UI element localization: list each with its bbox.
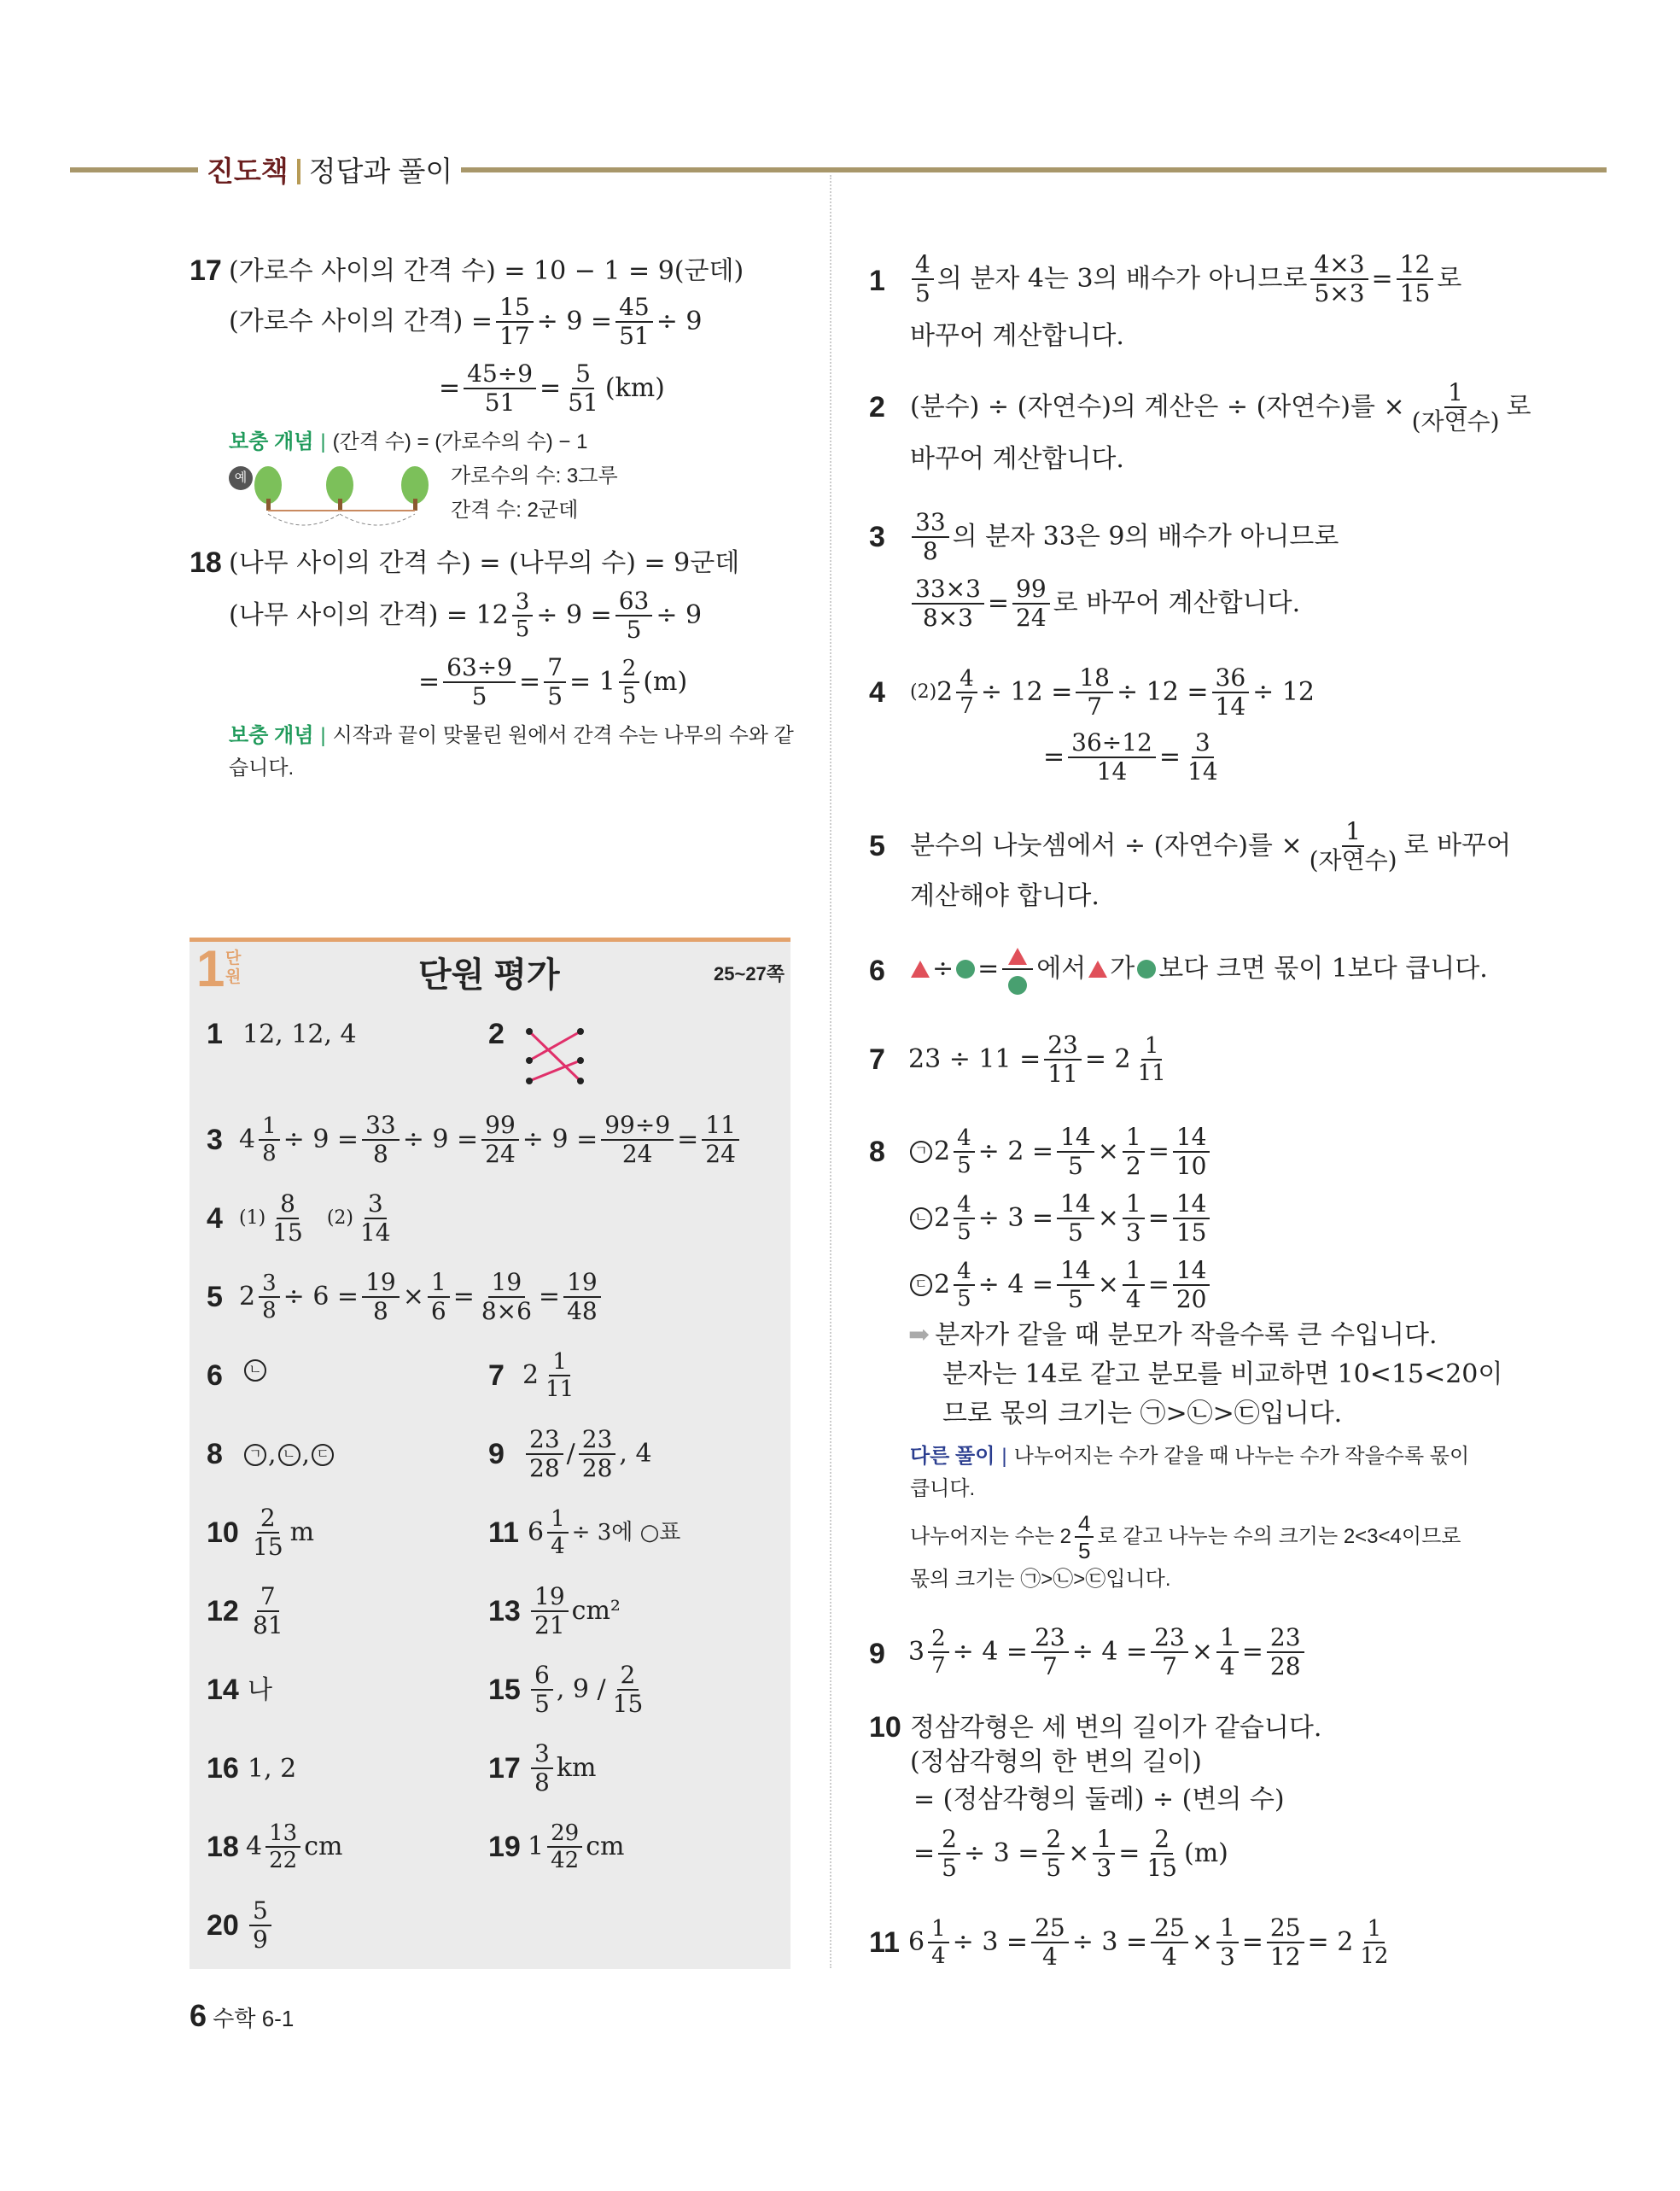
unit-a10-number: 10 bbox=[207, 1516, 239, 1549]
unit-a7: 2 $\frac{1}{11}$ bbox=[522, 1349, 575, 1402]
unit-a19: 1 $\frac{29}{42}$ cm bbox=[528, 1820, 625, 1873]
q18-line1: (나무 사이의 간격 수) = (나무의 수) = 9군데 bbox=[229, 548, 740, 578]
circle-icon bbox=[956, 960, 975, 979]
q18-number: 18 bbox=[190, 546, 222, 579]
unit-a8: ㄱ , ㄴ , ㄷ bbox=[242, 1438, 335, 1472]
r6-number: 6 bbox=[869, 955, 885, 987]
r10-line4: = $\frac{2}{5}$ ÷ 3 = $\frac{2}{5}$ × $\frac{1}{3}$ = $\frac{2}{15}$ (m) bbox=[913, 1825, 1228, 1882]
unit-a7-number: 7 bbox=[488, 1359, 505, 1392]
r10-number: 10 bbox=[869, 1711, 901, 1744]
r5-number: 5 bbox=[869, 830, 885, 862]
unit-a14-number: 14 bbox=[207, 1674, 239, 1706]
r1-number: 1 bbox=[869, 265, 885, 297]
r3-line2: $\frac{33\times 3}{8\times 3}$ = $\frac{99}{24}$ 로 바꾸어 계산합니다. bbox=[908, 574, 1300, 634]
r2-number: 2 bbox=[869, 391, 885, 424]
unit-tag: 단원 bbox=[225, 949, 242, 986]
q17-example-2: 간격 수: 2군데 bbox=[451, 499, 579, 522]
unit-a11-number: 11 bbox=[488, 1516, 519, 1549]
frac-5-51: $\frac{5}{51}$ bbox=[568, 359, 598, 417]
tree-diagram bbox=[253, 461, 440, 538]
r8-conclusion-3: 므로 몫의 크기는 ㉠>㉡>㉢입니다. bbox=[942, 1399, 1343, 1429]
arrow-right-icon: ➡ bbox=[908, 1320, 930, 1350]
header-brand: 진도책 bbox=[207, 155, 289, 187]
r8-alt-1: 다른 풀이 | 나누어지는 수가 같을 때 나누는 수가 작을수록 몫이 bbox=[910, 1445, 1470, 1468]
q17-line2: (가로수 사이의 간격) = $\frac{15}{17}$ ÷ 9 = $\frac{45}{51}$ ÷ 9 bbox=[229, 293, 703, 350]
unit-a6-number: 6 bbox=[207, 1359, 223, 1392]
unit-a12: $\frac{7}{81}$ bbox=[253, 1582, 283, 1639]
unit-a20-number: 20 bbox=[207, 1909, 239, 1942]
unit-a2-number: 2 bbox=[488, 1018, 505, 1050]
unit-a8-number: 8 bbox=[207, 1438, 223, 1470]
tree-icon bbox=[401, 466, 429, 511]
unit-a17: $\frac{3}{8}$ km bbox=[528, 1738, 596, 1798]
header-divider bbox=[297, 159, 300, 184]
r9-line1: 3 $\frac{2}{7}$ ÷ 4 = $\frac{23}{7}$ ÷ 4 = $\frac{23}{7}$ × $\frac{1}{4}$ = $\frac{23}{28}$ bbox=[908, 1622, 1308, 1682]
q18-line3: = $\frac{63\div 9}{5}$ = $\frac{7}{5}$ = 1 $\frac{2}{5}$ (m) bbox=[418, 653, 688, 710]
triangle-icon bbox=[911, 961, 930, 978]
q17-note: 보충 개념 | (간격 수) = (가로수의 수) − 1 bbox=[229, 425, 587, 459]
r10-line2: (정삼각형의 한 변의 길이) bbox=[910, 1747, 1202, 1777]
unit-a10: $\frac{2}{15}$ m bbox=[253, 1504, 315, 1561]
q18-note-2: 습니다. bbox=[229, 757, 295, 780]
unit-title: 단원 평가 bbox=[418, 956, 560, 994]
r5-line1: 분수의 나눗셈에서 ÷ (자연수)를 × $\frac{1}{\text{(자연수)}}$ 로 바꾸어 bbox=[910, 817, 1512, 874]
header-subtitle: 정답과 풀이 bbox=[308, 155, 453, 187]
r7-number: 7 bbox=[869, 1043, 885, 1076]
tree-icon bbox=[326, 466, 353, 511]
unit-a16-number: 16 bbox=[207, 1752, 239, 1785]
r8-alt-2: 큽니다. bbox=[910, 1477, 976, 1500]
r1-line1: $\frac{4}{5}$ 의 분자 4는 3의 배수가 아니므로 $\frac{4\times 3}{5\times 3}$ = $\frac{12}{15}$ 로 bbox=[908, 249, 1461, 309]
r3-line1: $\frac{33}{8}$ 의 분자 33은 9의 배수가 아니므로 bbox=[908, 507, 1339, 567]
note-label: 보충 개념 bbox=[229, 430, 314, 453]
frac-45-51: $\frac{45}{51}$ bbox=[615, 294, 653, 350]
unit-a5-number: 5 bbox=[207, 1281, 223, 1313]
r11-number: 11 bbox=[869, 1926, 900, 1959]
unit-a3: 4 $\frac{1}{8}$ ÷ 9 = $\frac{33}{8}$ ÷ 9 = $\frac{99}{24}$ ÷ 9 = $\frac{99\div 9}{24}$ = $\frac{11}{24}$ bbox=[239, 1110, 743, 1170]
r2-line2: 바꾸어 계산합니다. bbox=[910, 444, 1124, 474]
r10-line1: 정삼각형은 세 변의 길이가 같습니다. bbox=[910, 1713, 1322, 1743]
unit-a20: $\frac{5}{9}$ bbox=[246, 1896, 275, 1955]
q18-note: 보충 개념 | 시작과 끝이 맞물린 원에서 간격 수는 나무의 수와 같 bbox=[229, 719, 794, 753]
unit-pages: 25~27쪽 bbox=[714, 963, 785, 984]
frac-2-5: $\frac{2}{5}$ bbox=[619, 656, 640, 709]
r10-line3: = (정삼각형의 둘레) ÷ (변의 수) bbox=[913, 1785, 1285, 1814]
r7-line1: 23 ÷ 11 = $\frac{23}{11}$ = 2 $\frac{1}{11}$ bbox=[908, 1031, 1166, 1088]
r1-line2: 바꾸어 계산합니다. bbox=[910, 321, 1124, 351]
r9-number: 9 bbox=[869, 1638, 885, 1670]
unit-a14: 나 bbox=[248, 1675, 272, 1705]
r5-line2: 계산해야 합니다. bbox=[910, 881, 1100, 911]
header bbox=[198, 152, 461, 191]
r8-number: 8 bbox=[869, 1136, 885, 1168]
r8-alt-3: 나누어지는 수는 2 $\frac{4}{5}$ 로 같고 나누는 수의 크기는 2<3<4이므로 bbox=[910, 1510, 1461, 1563]
r2-line1: (분수) ÷ (자연수)의 계산은 ÷ (자연수)를 × $\frac{1}{\text{(자연수)}}$ 로 bbox=[910, 378, 1531, 435]
unit-a4: (1) $\frac{8}{15}$ (2) $\frac{3}{14}$ bbox=[239, 1189, 391, 1247]
r4-line1: (2) 2 $\frac{4}{7}$ ÷ 12 = $\frac{18}{7}$ ÷ 12 = $\frac{36}{14}$ ÷ 12 bbox=[910, 663, 1315, 721]
unit-a17-number: 17 bbox=[488, 1752, 521, 1785]
matching-diagram bbox=[521, 1021, 589, 1090]
unit-a4-number: 4 bbox=[207, 1202, 223, 1235]
unit-a15-number: 15 bbox=[488, 1674, 521, 1706]
unit-a11: 6 $\frac{1}{4}$ ÷ 3에 ○표 bbox=[528, 1506, 681, 1559]
book-title: 수학 6-1 bbox=[213, 2006, 295, 2031]
frac-3-5: $\frac{3}{5}$ bbox=[512, 589, 534, 642]
unit-a18-number: 18 bbox=[207, 1831, 239, 1863]
frac-45d9-51: $\frac{45\div 9}{51}$ bbox=[464, 360, 536, 417]
q17-example-1: 가로수의 수: 3그루 bbox=[451, 464, 618, 488]
unit-number: 1 bbox=[196, 940, 225, 997]
tree-icon bbox=[254, 466, 282, 511]
r4-number: 4 bbox=[869, 676, 885, 709]
unit-a1-number: 1 bbox=[207, 1018, 223, 1050]
q17-number: 17 bbox=[190, 254, 222, 287]
frac-63d9-5: $\frac{63\div 9}{5}$ bbox=[443, 654, 516, 710]
unit-a15: $\frac{6}{5}$ , 9 / $\frac{2}{15}$ bbox=[528, 1660, 650, 1720]
r4-line2: = $\frac{36\div 12}{14}$ = $\frac{3}{14}$ bbox=[1043, 728, 1218, 786]
column-separator bbox=[830, 175, 831, 1968]
r8-row-2: ㄴ 2 $\frac{4}{5}$ ÷ 3 = $\frac{14}{5}$ × $\frac{1}{3}$ = $\frac{14}{15}$ bbox=[908, 1189, 1213, 1248]
unit-a3-number: 3 bbox=[207, 1124, 223, 1156]
unit-a6: ㄴ bbox=[242, 1359, 268, 1382]
unit-a9-number: 9 bbox=[488, 1438, 505, 1470]
q17-line3: = $\frac{45\div 9}{51}$ = $\frac{5}{51}$ (km) bbox=[439, 359, 665, 417]
frac-7-5: $\frac{7}{5}$ bbox=[544, 654, 566, 710]
r8-alt-4: 몫의 크기는 ㉠>㉡>㉢입니다. bbox=[910, 1568, 1171, 1591]
unit-a16: 1, 2 bbox=[248, 1754, 297, 1784]
r8-row-3: ㄷ 2 $\frac{4}{5}$ ÷ 4 = $\frac{14}{5}$ × $\frac{1}{4}$ = $\frac{14}{20}$ bbox=[908, 1255, 1213, 1315]
q18-line2: (나무 사이의 간격) = 12 $\frac{3}{5}$ ÷ 9 = $\frac{63}{5}$ ÷ 9 bbox=[229, 587, 703, 644]
unit-a19-number: 19 bbox=[488, 1831, 521, 1863]
unit-a13: $\frac{19}{21}$ cm² bbox=[528, 1581, 621, 1641]
unit-a1: 12, 12, 4 bbox=[242, 1020, 357, 1049]
frac-63-5: $\frac{63}{5}$ bbox=[615, 587, 653, 644]
header-line-right bbox=[444, 167, 1607, 172]
triangle-icon bbox=[1088, 961, 1107, 978]
frac-15-17: $\frac{15}{17}$ bbox=[496, 294, 534, 350]
r11-line1: 6 $\frac{1}{4}$ ÷ 3 = $\frac{25}{4}$ ÷ 3 = $\frac{25}{4}$ × $\frac{1}{3}$ = $\frac{25}{12}$ = 2 $\frac{1}{12}$ bbox=[908, 1913, 1389, 1971]
r6-line1: ÷ = 에서 가 보다 크면 몫이 1보다 큽니다. bbox=[908, 939, 1488, 999]
triangle-over-circle bbox=[1002, 941, 1033, 997]
r8-row-1: ㄱ 2 $\frac{4}{5}$ ÷ 2 = $\frac{14}{5}$ × $\frac{1}{2}$ = $\frac{14}{10}$ bbox=[908, 1122, 1213, 1182]
q17-line1: (가로수 사이의 간격 수) = 10 − 1 = 9(군데) bbox=[229, 256, 744, 286]
unit-a12-number: 12 bbox=[207, 1595, 239, 1627]
r8-conclusion-1: ➡ 분자가 같을 때 분모가 작을수록 큰 수입니다. bbox=[908, 1318, 1438, 1353]
note-label: 보충 개념 bbox=[229, 724, 314, 747]
page-footer bbox=[190, 1998, 294, 2034]
unit-a18: 4 $\frac{13}{22}$ cm bbox=[246, 1820, 343, 1873]
circle-icon bbox=[1008, 976, 1027, 995]
unit-a9: $\frac{23}{28}$ / $\frac{23}{28}$ , 4 bbox=[522, 1424, 652, 1484]
circle-icon bbox=[1137, 960, 1156, 979]
r3-number: 3 bbox=[869, 521, 885, 553]
unit-a13-number: 13 bbox=[488, 1595, 521, 1627]
q17-example-badge: 예 bbox=[229, 466, 253, 490]
r8-conclusion-2: 분자는 14로 같고 분모를 비교하면 10<15<20이 bbox=[942, 1359, 1503, 1389]
page-number: 6 bbox=[190, 1998, 207, 2033]
triangle-icon bbox=[1008, 948, 1027, 965]
header-line-left bbox=[70, 167, 215, 172]
unit-a5: 2 $\frac{3}{8}$ ÷ 6 = $\frac{19}{8}$ × $\frac{1}{6}$ = $\frac{19}{8\times 6}$ = $\frac{19}{48}$ bbox=[239, 1267, 604, 1327]
